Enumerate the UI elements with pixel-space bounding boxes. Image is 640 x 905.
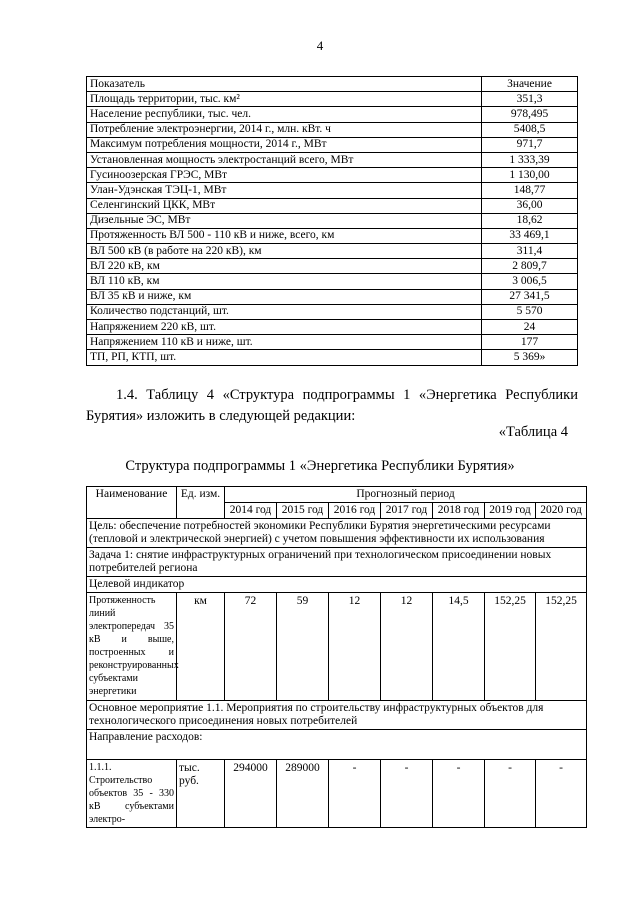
paragraph-1-4 <box>86 385 578 427</box>
indicator-value: 152,25 <box>485 593 536 701</box>
year-header: 2018 год <box>433 503 485 519</box>
item-unit: тыс. руб. <box>177 760 225 828</box>
column-header-value: Значение <box>482 77 578 92</box>
table-row <box>87 213 578 228</box>
indicator-cell: ВЛ 35 кВ и ниже, км <box>87 289 482 304</box>
year-header: 2016 год <box>329 503 381 519</box>
energy-indicators-table <box>86 76 578 366</box>
table-row <box>87 320 578 335</box>
indicator-cell: Напряжением 110 кВ и ниже, шт. <box>87 335 482 350</box>
table-row <box>87 137 578 152</box>
indicator-cell: ВЛ 110 кВ, км <box>87 274 482 289</box>
value-cell: 18,62 <box>482 213 578 228</box>
value-cell: 5 570 <box>482 304 578 319</box>
indicator-cell: Население республики, тыс. чел. <box>87 107 482 122</box>
indicator-cell: Напряжением 220 кВ, шт. <box>87 320 482 335</box>
indicator-cell: Дизельные ЭС, МВт <box>87 213 482 228</box>
indicator-cell: Протяженность ВЛ 500 - 110 кВ и ниже, всего, км <box>87 228 482 243</box>
indicator-value: 12 <box>381 593 433 701</box>
indicator-cell: Селенгинский ЦКК, МВт <box>87 198 482 213</box>
value-cell: 3 006,5 <box>482 274 578 289</box>
table-row <box>87 183 578 198</box>
indicator-value: 14,5 <box>433 593 485 701</box>
value-cell: 311,4 <box>482 244 578 259</box>
indicator-cell: ВЛ 220 кВ, км <box>87 259 482 274</box>
value-cell: 33 469,1 <box>482 228 578 243</box>
indicator-value: 152,25 <box>536 593 587 701</box>
value-cell: 36,00 <box>482 198 578 213</box>
indicator-value: 59 <box>277 593 329 701</box>
year-header: 2014 год <box>225 503 277 519</box>
value-cell: 27 341,5 <box>482 289 578 304</box>
indicator-unit: км <box>177 593 225 701</box>
table-row <box>87 152 578 167</box>
item-value: 289000 <box>277 760 329 828</box>
table-row <box>87 259 578 274</box>
item-value: - <box>329 760 381 828</box>
year-header: 2019 год <box>485 503 536 519</box>
table-row <box>87 244 578 259</box>
value-cell: 5408,5 <box>482 122 578 137</box>
value-cell: 177 <box>482 335 578 350</box>
expenses-direction-row: Направление расходов: <box>87 730 587 760</box>
task-row: Задача 1: снятие инфраструктурных ограничений при технологическом присоединении новых потребителей региона <box>87 548 587 577</box>
table-row <box>87 274 578 289</box>
indicator-cell: Улан-Удэнская ТЭЦ-1, МВт <box>87 183 482 198</box>
table2-title: Структура подпрограммы 1 «Энергетика Республики Бурятия» <box>125 458 515 474</box>
table-row <box>87 289 578 304</box>
value-cell: 5 369» <box>482 350 578 365</box>
main-event-row: Основное мероприятие 1.1. Мероприятия по строительству инфраструктурных объектов для технологического присоединения новых потребителей <box>87 701 587 730</box>
value-cell: 978,495 <box>482 107 578 122</box>
value-cell: 351,3 <box>482 92 578 107</box>
column-header-indicator: Показатель <box>87 77 482 92</box>
value-cell: 971,7 <box>482 137 578 152</box>
table-row <box>87 350 578 365</box>
value-cell: 2 809,7 <box>482 259 578 274</box>
table-row <box>87 168 578 183</box>
page-number: 4 <box>316 38 324 53</box>
table-row <box>87 198 578 213</box>
indicator-cell: Гусиноозерская ГРЭС, МВт <box>87 168 482 183</box>
year-header: 2020 год <box>536 503 587 519</box>
indicator-cell: Максимум потребления мощности, 2014 г., МВт <box>87 137 482 152</box>
value-cell: 1 130,00 <box>482 168 578 183</box>
indicator-cell: Площадь территории, тыс. км² <box>87 92 482 107</box>
header-unit: Ед. изм. <box>177 487 225 519</box>
table-row <box>87 304 578 319</box>
indicator-cell: ТП, РП, КТП, шт. <box>87 350 482 365</box>
target-indicator-row: Целевой индикатор <box>87 577 587 593</box>
table-label: «Таблица 4 <box>498 424 568 440</box>
item-value: - <box>485 760 536 828</box>
table-row <box>87 107 578 122</box>
header-period: Прогнозный период <box>225 487 587 503</box>
value-cell: 24 <box>482 320 578 335</box>
item-value: 294000 <box>225 760 277 828</box>
value-cell: 1 333,39 <box>482 152 578 167</box>
paragraph-text: 1.4. Таблицу 4 «Структура подпрограммы 1 «Энергетика Республики Бурятия» изложить в следующей редакции: <box>86 387 578 424</box>
indicator-name: Протяженность линий электропередач 35 кВ и выше, построенных и реконструированных субъектами энергетики <box>87 593 177 701</box>
table-row <box>87 122 578 137</box>
table-row <box>87 335 578 350</box>
indicator-value: 12 <box>329 593 381 701</box>
table-row <box>87 228 578 243</box>
header-name: Наименование <box>87 487 177 519</box>
indicator-cell: Количество подстанций, шт. <box>87 304 482 319</box>
year-header: 2017 год <box>381 503 433 519</box>
item-value: - <box>381 760 433 828</box>
indicator-cell: Потребление электроэнергии, 2014 г., млн. кВт. ч <box>87 122 482 137</box>
goal-row: Цель: обеспечение потребностей экономики Республики Бурятия энергетическими ресурсами (тепловой и электрической энергией) с учетом повышения эффективности их использования <box>87 519 587 548</box>
subprogram-structure-table <box>86 486 587 828</box>
indicator-cell: Установленная мощность электростанций всего, МВт <box>87 152 482 167</box>
item-value: - <box>536 760 587 828</box>
item-value: - <box>433 760 485 828</box>
year-header: 2015 год <box>277 503 329 519</box>
item-name: 1.1.1. Строительство объектов 35 - 330 кВ субъектами электро- <box>87 760 177 828</box>
table-row <box>87 92 578 107</box>
value-cell: 148,77 <box>482 183 578 198</box>
indicator-value: 72 <box>225 593 277 701</box>
indicator-cell: ВЛ 500 кВ (в работе на 220 кВ), км <box>87 244 482 259</box>
